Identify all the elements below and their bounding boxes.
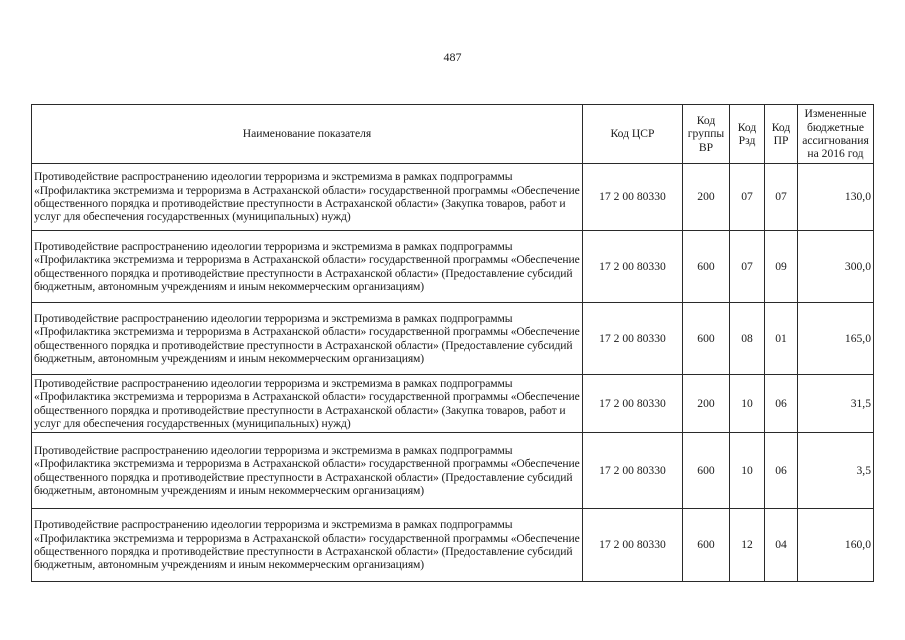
cell-vr: 600 xyxy=(683,433,730,509)
cell-rzd: 10 xyxy=(730,375,765,433)
cell-name: Противодействие распространению идеологии терроризма и экстремизма в рамках подпрограммы «Профилактика экстремизма и терроризма в Астраханской области» государственной программы «Обеспечение общественного порядка и противодействие преступности в Астраханской области» (Предоставление субсидий бюджетным, автономным учреждениям и иным некоммерческим организациям) xyxy=(32,509,583,582)
cell-csr: 17 2 00 80330 xyxy=(583,375,683,433)
cell-pr: 06 xyxy=(765,433,798,509)
cell-vr: 600 xyxy=(683,509,730,582)
cell-pr: 01 xyxy=(765,303,798,375)
header-csr: Код ЦСР xyxy=(583,105,683,164)
budget-table xyxy=(31,104,874,582)
cell-rzd: 07 xyxy=(730,164,765,231)
header-row xyxy=(32,105,874,164)
cell-csr: 17 2 00 80330 xyxy=(583,231,683,303)
cell-vr: 600 xyxy=(683,303,730,375)
table-row xyxy=(32,164,874,231)
cell-name: Противодействие распространению идеологии терроризма и экстремизма в рамках подпрограммы «Профилактика экстремизма и терроризма в Астраханской области» государственной программы «Обеспечение общественного порядка и противодействие преступности в Астраханской области» (Предоставление субсидий бюджетным, автономным учреждениям и иным некоммерческим организациям) xyxy=(32,433,583,509)
cell-name: Противодействие распространению идеологии терроризма и экстремизма в рамках подпрограммы «Профилактика экстремизма и терроризма в Астраханской области» государственной программы «Обеспечение общественного порядка и противодействие преступности в Астраханской области» (Предоставление субсидий бюджетным, автономным учреждениям и иным некоммерческим организациям) xyxy=(32,231,583,303)
cell-amount: 31,5 xyxy=(798,375,874,433)
cell-rzd: 07 xyxy=(730,231,765,303)
table-row xyxy=(32,231,874,303)
header-rzd: Код Рзд xyxy=(730,105,765,164)
cell-rzd: 12 xyxy=(730,509,765,582)
cell-csr: 17 2 00 80330 xyxy=(583,164,683,231)
cell-csr: 17 2 00 80330 xyxy=(583,433,683,509)
cell-amount: 160,0 xyxy=(798,509,874,582)
cell-amount: 130,0 xyxy=(798,164,874,231)
cell-amount: 300,0 xyxy=(798,231,874,303)
cell-csr: 17 2 00 80330 xyxy=(583,509,683,582)
table-header xyxy=(32,105,874,164)
header-amount: Измененные бюджетные ассигнования на 2016 год xyxy=(798,105,874,164)
cell-vr: 200 xyxy=(683,375,730,433)
table-row xyxy=(32,375,874,433)
cell-rzd: 10 xyxy=(730,433,765,509)
cell-amount: 3,5 xyxy=(798,433,874,509)
header-vr: Код группы ВР xyxy=(683,105,730,164)
table-row xyxy=(32,433,874,509)
cell-pr: 04 xyxy=(765,509,798,582)
cell-pr: 09 xyxy=(765,231,798,303)
page-number: 487 xyxy=(443,50,462,64)
cell-pr: 06 xyxy=(765,375,798,433)
table-row xyxy=(32,509,874,582)
cell-name: Противодействие распространению идеологии терроризма и экстремизма в рамках подпрограммы «Профилактика экстремизма и терроризма в Астраханской области» государственной программы «Обеспечение общественного порядка и противодействие преступности в Астраханской области» (Предоставление субсидий бюджетным, автономным учреждениям и иным некоммерческим организациям) xyxy=(32,303,583,375)
cell-vr: 600 xyxy=(683,231,730,303)
cell-pr: 07 xyxy=(765,164,798,231)
header-name: Наименование показателя xyxy=(32,105,583,164)
cell-amount: 165,0 xyxy=(798,303,874,375)
table-row xyxy=(32,303,874,375)
cell-rzd: 08 xyxy=(730,303,765,375)
cell-csr: 17 2 00 80330 xyxy=(583,303,683,375)
cell-name: Противодействие распространению идеологии терроризма и экстремизма в рамках подпрограммы «Профилактика экстремизма и терроризма в Астраханской области» государственной программы «Обеспечение общественного порядка и противодействие преступности в Астраханской области» (Закупка товаров, работ и услуг для обеспечения государственных (муниципальных) нужд) xyxy=(32,375,583,433)
table-body xyxy=(32,164,874,582)
cell-name: Противодействие распространению идеологии терроризма и экстремизма в рамках подпрограммы «Профилактика экстремизма и терроризма в Астраханской области» государственной программы «Обеспечение общественного порядка и противодействие преступности в Астраханской области» (Закупка товаров, работ и услуг для обеспечения государственных (муниципальных) нужд) xyxy=(32,164,583,231)
cell-vr: 200 xyxy=(683,164,730,231)
header-pr: Код ПР xyxy=(765,105,798,164)
